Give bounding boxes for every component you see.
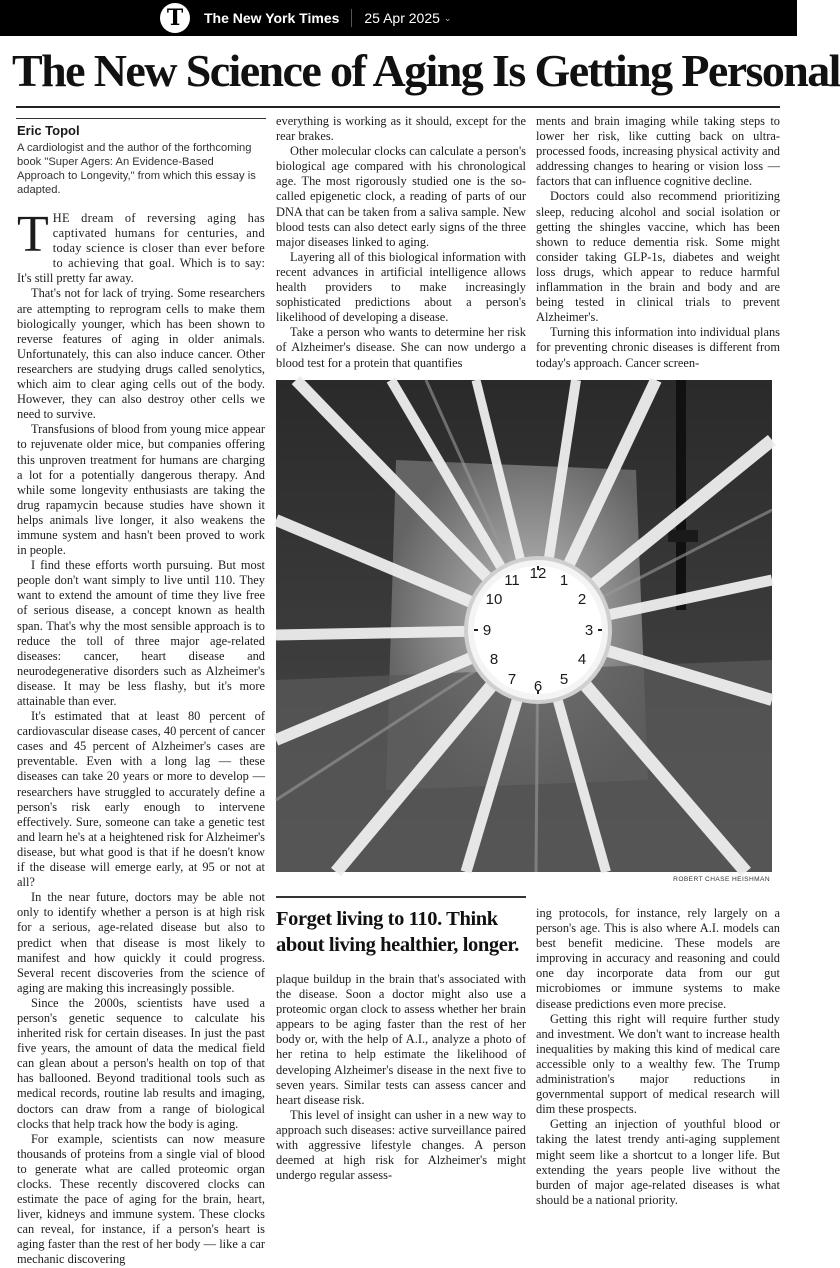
paragraph: In the near future, doctors may be able not only to identify whether a person is at high risk for a serious, age-related disease but also to predict when that disease is most likely to manifest and how quickly it could progress. Several recent discoveries from the science of aging are making this increasingly possible. [17,890,265,995]
publication-name[interactable]: The New York Times [204,10,340,26]
paragraph: That's not for lack of trying. Some researchers are attempting to reprogram cells to make them biologically younger, which has been shown to reverse features of aging in older animals. Unfortunately, this can also induce cancer. Other researchers are studying drugs called senolytics, which aim to clear aging cells out of the body. However, they can also destroy other cells we need to survive. [17,286,265,422]
article-column-3 [536,114,780,376]
paragraph-continuation: plaque buildup in the brain that's associated with the disease. Soon a doctor might also use a proteomic organ clock to assess whether her brain appears to be aging faster than the rest of her body or, with the help of A.I., analyze a photo of her retina to help estimate the likelihood of developing Alzheimer's disease in the next five to seven years. Similar tests can assess cancer and heart disease risk. [276,972,526,1107]
paragraph: It's estimated that at least 80 percent of cardiovascular disease cases, 40 percent of cancer cases and 45 percent of Alzheimer's cases are preventable. Even with a long lag — these diseases can take 20 years or more to develop — researchers have struggled to accurately define a person's risk early enough to intervene effectively. Sure, someone can take a genetic test and learn he's at a heightened risk for Alzheimer's disease, but what good is that if he doesn't know if the disease will emerge early, at 95 or not at all? [17,709,265,890]
paragraph: Doctors could also recommend prioritizing sleep, reducing alcohol and social isolation or getting the shingles vaccine, which has been shown to reduce dementia risk. Some might consider taking GLP-1s, diabetes and weight loss drugs, which appear to reduce harmful inflammation in the brain and body and are being tested in clinical trials to prevent Alzheimer's. [536,189,780,325]
author-name: Eric Topol [17,123,80,138]
paragraph: For example, scientists can now measure thousands of proteins from a single vial of blood to generate what are called proteomic organ clocks. These recently discovered clocks can estimate the pace of aging for the brain, heart, liver, kidneys and immune system. These clocks can reveal, for instance, if a person's heart is aging faster than the rest of her body — like a car mechanic discovering [17,1131,265,1267]
clock-number: 2 [577,591,587,608]
paragraph: This level of insight can usher in a new way to approach such diseases: active surveillance paired with aggressive lifestyle changes. A person deemed at high risk for Alzheimer's might undergo regular assess- [276,1107,526,1183]
clock-number: 8 [489,651,499,668]
paragraph: Getting an injection of youthful blood or taking the latest trendy anti-aging supplement might seem like a shortcut to a longer life. But extending the years people live without the burden of major age-related diseases is what should be a national priority. [536,1117,780,1207]
clock-number: 11 [504,572,520,589]
divider [351,9,352,27]
lead-text-rest: Which is to say: It's still pretty far away. [17,256,265,286]
article-column-3-bottom [536,906,780,1207]
paragraph: Take a person who wants to determine her risk of Alzheimer's disease. She can now undergo a blood test for a protein that quantifies [276,325,526,370]
pullquote-rule [276,896,526,898]
paragraph-continuation: ments and brain imaging while taking steps to lower her risk, like cutting back on ultra-processed foods, increasing physical activity and addressing changes to hearing or vision loss — factors that can influence cognitive decline. [536,114,780,189]
lead-text: HE dream of reversing aging has captivated humans for centuries, and today science is closer than ever before to achieving that goal. [52,211,265,271]
edition-date-selector[interactable] [364,10,451,26]
paragraph: Other molecular clocks can calculate a person's biological age compared with his chronological age. The most rigorously studied one is the so-called epigenetic clock, a reading of parts of our DNA that can be taken from a saliva sample. New blood tests can also detect early signs of the three major diseases linked to aging. [276,144,526,249]
paragraph: Since the 2000s, scientists have used a person's genetic sequence to calculate his inherited risk for certain diseases. In just the past five years, the amount of data the medical field can glean about a person's health on top of that has ballooned. Beyond traditional tools such as medical records, routine lab results and imaging, doctors can draw from a range of biological clocks that help track how the body is aging. [17,995,265,1131]
nyt-logo-icon[interactable]: T [160,3,190,33]
paragraph: Turning this information into individual plans for preventing chronic diseases is different from today's approach. Cancer screen- [536,325,780,370]
headline-rule [16,106,780,108]
clock-number: 12 [529,565,547,582]
drop-cap: T [17,206,49,263]
clock-number: 7 [507,671,517,688]
top-bar [0,0,797,36]
pull-quote: Forget living to 110. Think about living healthier, longer. [276,908,519,956]
article-column-2 [276,114,526,376]
clock-number: 4 [577,651,587,668]
paragraph-continuation: ing protocols, for instance, rely largely on a person's age. This is also where A.I. models can best benefit medicine. These models are improving in accuracy and reasoning and could one day incorporate data from our gut microbiomes or immune systems to make disease predictions even more precise. [536,906,780,1011]
photo-credit: ROBERT CHASE HEISHMAN [673,876,770,883]
paragraph: Getting this right will require further study and investment. We don't want to increase health inequalities by making this kind of medical care accessible only to a wealthy few. The Trump administration's major reductions in governmental support of medical research will dim these prospects. [536,1011,780,1117]
article-photo[interactable] [276,380,772,872]
chevron-down-icon: ⌄ [443,12,452,23]
article-column-2-bottom [276,972,526,1252]
lead-paragraph [17,206,265,286]
edition-date: 25 Apr 2025 [364,10,440,26]
clock-number: 9 [482,622,492,639]
headline: The New Science of Aging Is Getting Personal [12,45,840,96]
author-bio: A cardiologist and the author of the forthcoming book "Super Agers: An Evidence-Based Approach to Longevity," from which this essay is adapted. [17,142,256,196]
paragraph: Transfusions of blood from young mice appear to rejuvenate older mice, but companies offering this unproven treatment for humans are charging a lot for a potentially dangerous therapy. And while some longevity enthusiasts are taking the drug rapamycin because studies have shown it helps animals live longer, it also weakens the immune system and hasn't been proved to work in people. [17,422,265,558]
author-rule [16,118,266,119]
clock-number: 1 [559,572,569,589]
clock-number: 5 [559,671,569,688]
clock-streamers-illustration [276,380,772,872]
clock-number: 3 [584,622,594,639]
article-column-1 [17,206,265,1267]
clock-number: 6 [533,678,543,695]
paragraph-continuation: everything is working as it should, except for the rear brakes. [276,114,526,144]
paragraph: I find these efforts worth pursuing. But most people don't want simply to live until 110. They want to extend the amount of time they live free of serious disease, a concept known as health span. That's why the most sensible approach is to reduce the toll of three major age-related diseases: cancer, heart disease and neurodegenerative disorders such as Alzheimer's disease. It may be less flashy, but it's more attainable than ever. [17,558,265,708]
paragraph: Layering all of this biological information with recent advances in artificial intelligence allows health providers to make increasingly sophisticated predictions about a person's likelihood of developing a disease. [276,249,526,325]
clock-number: 10 [485,591,503,608]
